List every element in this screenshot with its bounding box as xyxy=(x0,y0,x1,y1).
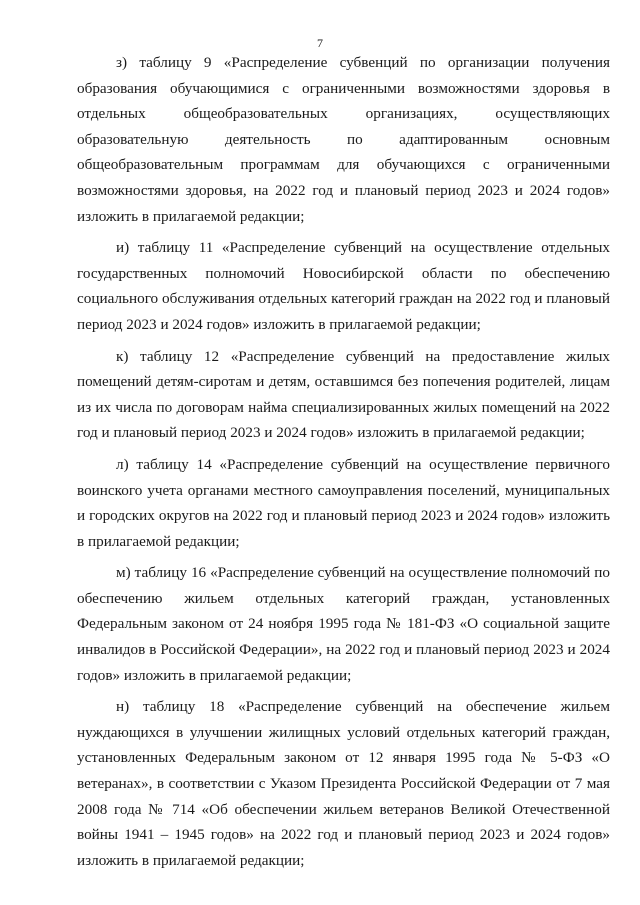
paragraph-k: к) таблицу 12 «Распределение субвенций на предоставление жилых помещений детям-сиротам и детям, оставшимся без попечения родителей, лицам из их числа по договорам найма специализированных жилых помещений на 2022 год и плановый период 2023 и 2024 годов» изложить в прилагаемой редакции; xyxy=(77,347,610,442)
paragraph-m: м) таблицу 16 «Распределение субвенций на осуществление полномочий по обеспечению жильем отдельных категорий граждан, установленных Федеральным законом от 24 ноября 1995 года № 181-ФЗ «О социальной защите инвалидов в Российской Федерации», на 2022 год и плановый период 2023 и 2024 годов» изложить в прилагаемой редакции; xyxy=(77,564,610,684)
document-body xyxy=(77,50,610,879)
paragraph-i: и) таблицу 11 «Распределение субвенций на осуществление отдельных государственных полномочий Новосибирской области по обеспечению социального обслуживания отдельных категорий граждан на 2022 год и плановый период 2023 и 2024 годов» изложить в прилагаемой редакции; xyxy=(77,239,610,333)
paragraph-n: н) таблицу 18 «Распределение субвенций на обеспечение жильем нуждающихся в улучшении жилищных условий отдельных категорий граждан, установленных Федеральным законом от 12 января 1995 года № 5-ФЗ «О ветеранах», в соответствии с Указом Президента Российской Федерации от 7 мая 2008 года № 714 «Об обеспечении жильем ветеранов Великой Отечественной войны 1941 – 1945 годов» на 2022 год и плановый период 2023 и 2024 годов» изложить в прилагаемой редакции; xyxy=(77,698,610,869)
paragraph-l: л) таблицу 14 «Распределение субвенций на осуществление первичного воинского учета органами местного самоуправления поселений, муниципальных и городских округов на 2022 год и плановый период 2023 и 2024 годов» изложить в прилагаемой редакции; xyxy=(77,455,610,550)
paragraph-z: з) таблицу 9 «Распределение субвенций по организации получения образования обучающимися с ограниченными возможностями здоровья в отдельных общеобразовательных организациях, осуществляющих образовательную деятельность по адаптированным основным общеобразовательным программам для обучающихся с ограниченными возможностями здоровья, на 2022 год и плановый период 2023 и 2024 годов» изложить в прилагаемой редакции; xyxy=(77,54,610,225)
page-number: 7 xyxy=(317,36,323,50)
